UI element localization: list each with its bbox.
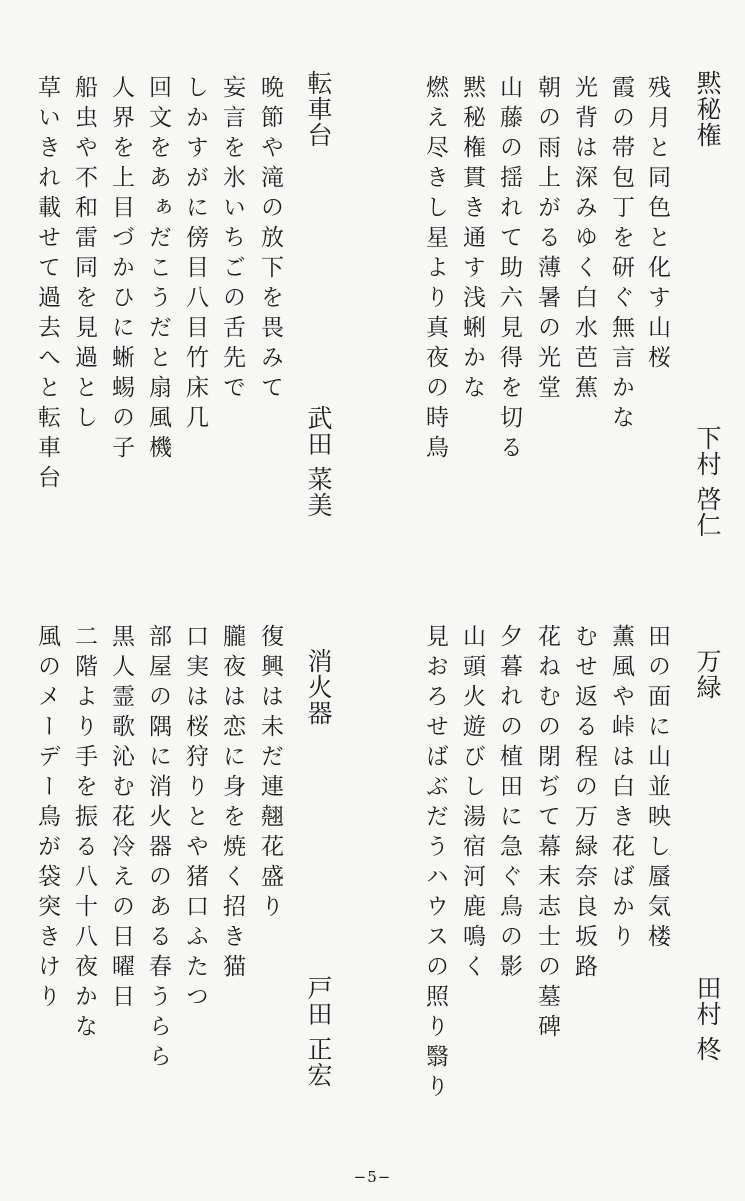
haiku-verse: 朝の雨上がる薄暑の光堂 <box>534 75 560 405</box>
haiku-verse: 口実は桜狩りとや猪口ふたつ <box>182 624 208 1014</box>
haiku-verse: 薫風や峠は白き花ばかり <box>608 624 634 954</box>
author-name: 戸田 正宏 <box>304 975 333 1088</box>
haiku-verse: 復興は未だ連翹花盛り <box>257 624 283 924</box>
haiku-verse: 草いきれ載せて過去へと転車台 <box>34 75 60 495</box>
haiku-verse: 夕暮れの植田に急ぐ鳥の影 <box>496 624 522 984</box>
haiku-verse: 燃え尽きし星より真夜の時鳥 <box>422 75 448 465</box>
haiku-verse: しかすがに傍目八目竹床几 <box>182 75 208 435</box>
haiku-verse: 山藤の揺れて助六見得を切る <box>496 75 522 465</box>
page-number: −5− <box>353 1168 392 1186</box>
haiku-verse: 船虫や不和雷同を見過とし <box>71 75 97 435</box>
haiku-verse: 風のメーデー鳥が袋突きけり <box>34 624 60 1014</box>
author-name: 武田 菜美 <box>304 405 333 518</box>
haiku-verse: 人界を上目づかひに蜥蜴の子 <box>108 75 134 465</box>
haiku-verse: 光背は深みゆく白水芭蕉 <box>571 75 597 405</box>
section-title: 万緑 <box>693 648 722 700</box>
haiku-verse: 回文をあぁだこうだと扇風機 <box>145 75 171 465</box>
haiku-verse: 花ねむの閉ぢて幕末志士の墓碑 <box>534 624 560 1044</box>
haiku-verse: 二階より手を振る八十八夜かな <box>71 624 97 1044</box>
haiku-verse: 見おろせばぶだうハウスの照り翳り <box>422 624 448 1104</box>
author-name: 田村 柊 <box>693 975 722 1062</box>
section-title: 転車台 <box>304 70 333 148</box>
haiku-verse: むせ返る程の万緑奈良坂路 <box>571 624 597 984</box>
haiku-verse: 黙秘権貫き通す浅蜊かな <box>459 75 485 405</box>
haiku-verse: 残月と同色と化す山桜 <box>644 75 670 375</box>
haiku-verse: 田の面に山並映し蜃気楼 <box>644 624 670 954</box>
haiku-verse: 部屋の隅に消火器のある春うらら <box>145 624 171 1074</box>
haiku-verse: 妄言を氷いちごの舌先で <box>219 75 245 405</box>
haiku-verse: 山頭火遊びし湯宿河鹿鳴く <box>459 624 485 984</box>
haiku-verse: 朧夜は恋に身を焼く招き猫 <box>219 624 245 984</box>
section-title: 消火器 <box>304 648 333 726</box>
author-name: 下村 啓仁 <box>693 425 722 538</box>
haiku-verse: 晩節や滝の放下を畏みて <box>257 75 283 405</box>
haiku-verse: 黒人霊歌沁む花冷えの日曜日 <box>108 624 134 1014</box>
section-title: 黙秘権 <box>693 70 722 148</box>
haiku-verse: 霞の帯包丁を研ぐ無言かな <box>608 75 634 435</box>
